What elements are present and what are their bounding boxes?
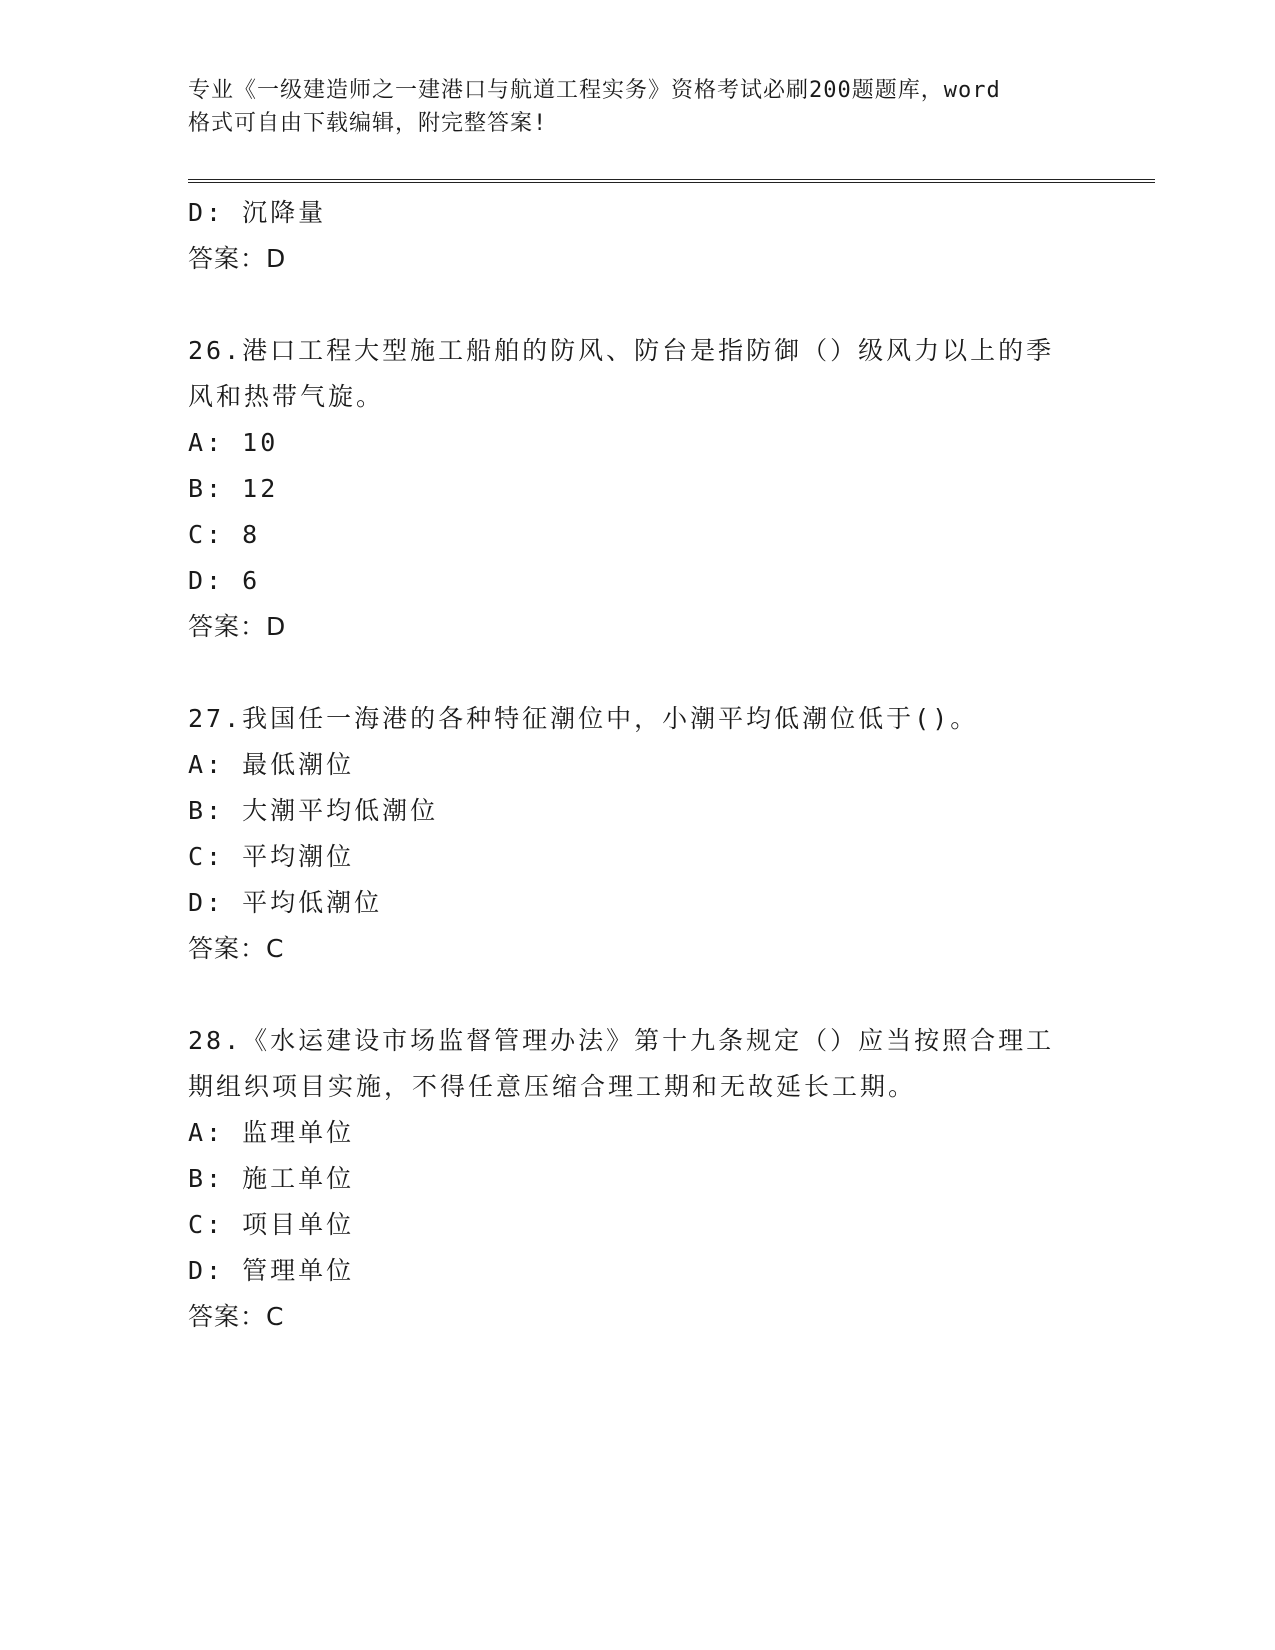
option-d: D: 平均低潮位 (188, 888, 383, 917)
question-26 (188, 328, 1088, 650)
spacer (188, 972, 1088, 1018)
header-divider (188, 179, 1155, 183)
option-d: D: 管理单位 (188, 1256, 355, 1285)
document-header (188, 74, 1068, 140)
option-b: B: 施工单位 (188, 1164, 355, 1193)
question-stem-line: 28.《水运建设市场监督管理办法》第十九条规定（）应当按照合理工 (188, 1026, 1055, 1055)
prev-option-d: D: 沉降量 (188, 198, 327, 227)
question-27 (188, 696, 1088, 972)
question-stem-line: 期组织项目实施，不得任意压缩合理工期和无故延长工期。 (188, 1072, 917, 1101)
question-stem-line: 26.港口工程大型施工船舶的防风、防台是指防御（）级风力以上的季 (188, 336, 1055, 365)
prev-answer: 答案：D (188, 244, 287, 273)
answer: 答案：C (188, 934, 285, 963)
option-c: C: 平均潮位 (188, 842, 355, 871)
spacer (188, 282, 1088, 328)
option-a: A: 最低潮位 (188, 750, 355, 779)
option-d: D: 6 (188, 566, 261, 595)
option-a: A: 监理单位 (188, 1118, 355, 1147)
spacer (188, 650, 1088, 696)
option-c: C: 8 (188, 520, 261, 549)
question-28 (188, 1018, 1088, 1340)
option-b: B: 12 (188, 474, 279, 503)
option-a: A: 10 (188, 428, 279, 457)
question-stem-line: 风和热带气旋。 (188, 382, 385, 411)
question-stem-line: 27.我国任一海港的各种特征潮位中，小潮平均低潮位低于()。 (188, 704, 979, 733)
header-line-2: 格式可自由下载编辑，附完整答案! (188, 111, 548, 136)
header-line-1: 专业《一级建造师之一建港口与航道工程实务》资格考试必刷200题题库，word (188, 78, 1001, 103)
option-b: B: 大潮平均低潮位 (188, 796, 439, 825)
question-list (188, 190, 1088, 1340)
answer: 答案：C (188, 1302, 285, 1331)
answer: 答案：D (188, 612, 287, 641)
option-c: C: 项目单位 (188, 1210, 355, 1239)
